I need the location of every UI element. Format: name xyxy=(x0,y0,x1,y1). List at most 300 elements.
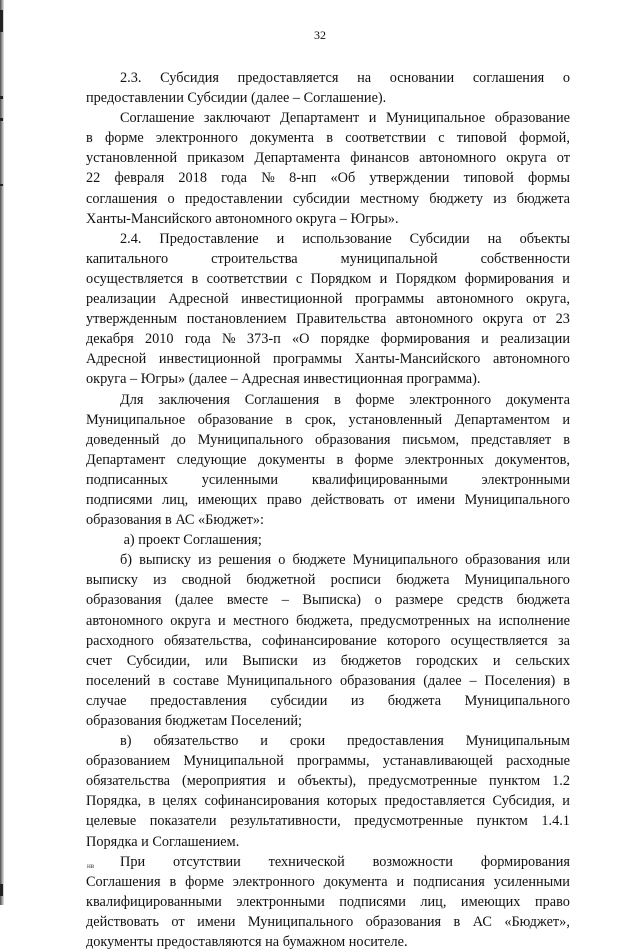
word: из xyxy=(153,572,167,589)
word: 2.3. xyxy=(120,70,142,86)
text-line-content xyxy=(120,229,570,249)
word: Муниципальной xyxy=(183,753,284,770)
word: предусмотренных xyxy=(360,612,470,629)
word: субсидии xyxy=(292,190,350,207)
word: росписи xyxy=(330,572,381,589)
word: следующие xyxy=(176,451,247,468)
word: (далее xyxy=(423,672,462,689)
word: счет xyxy=(86,652,112,669)
word: выписку xyxy=(86,572,138,589)
text-line xyxy=(86,390,570,410)
text-line xyxy=(86,771,570,791)
text-line xyxy=(86,490,570,510)
text-line-content xyxy=(120,390,570,410)
text-line xyxy=(86,570,570,590)
word: образование xyxy=(494,110,570,127)
word: лиц, xyxy=(162,491,189,508)
word: предоставления xyxy=(347,733,444,750)
word: от xyxy=(532,311,546,328)
word: квалифицированными xyxy=(86,893,222,910)
word: подписанных xyxy=(86,471,168,488)
word: с xyxy=(438,130,445,147)
word: бюджету xyxy=(429,190,484,207)
word: АС xyxy=(472,913,492,930)
word: 373-п xyxy=(246,331,281,348)
word: о xyxy=(278,552,286,569)
word: или xyxy=(205,652,228,669)
text-line-content xyxy=(120,550,570,570)
word: и xyxy=(368,110,377,127)
word: № xyxy=(261,170,275,187)
text-line xyxy=(86,671,570,691)
scan-edge xyxy=(0,0,4,905)
word: Соглашения xyxy=(244,391,320,408)
word: соответствии xyxy=(206,270,288,287)
text-line xyxy=(86,249,570,269)
word: в xyxy=(285,411,293,428)
word: осуществляется xyxy=(450,632,548,649)
word: которого xyxy=(387,632,441,649)
word: и xyxy=(379,270,388,287)
word: округа, xyxy=(525,291,570,308)
word: и xyxy=(277,773,286,790)
word: лиц, xyxy=(420,893,447,910)
word: представляет xyxy=(471,431,552,448)
word: объекты xyxy=(519,230,570,247)
text-line xyxy=(86,430,570,450)
text-line xyxy=(86,631,570,651)
word: электронного xyxy=(155,130,238,147)
word: 8-нп xyxy=(289,170,317,187)
word: до xyxy=(171,431,186,448)
word: Выписки xyxy=(242,652,298,669)
word: формы xyxy=(527,170,570,187)
word: от xyxy=(556,150,570,167)
word: автономного xyxy=(419,150,497,167)
word: имени xyxy=(416,491,456,508)
text-line-content xyxy=(120,68,570,88)
word: Муниципальное xyxy=(386,110,486,127)
word: округа xyxy=(170,612,211,629)
text-line-content: Порядка и Соглашением. xyxy=(86,833,240,850)
text-line xyxy=(86,832,570,852)
footer-mark: нв xyxy=(87,862,95,870)
word: Муниципальное xyxy=(86,411,186,428)
text-line-content: Ханты-Мансийского автономного округа – Югры». xyxy=(86,210,399,227)
paragraph-indent xyxy=(86,550,120,570)
word: форме xyxy=(185,873,224,890)
text-line xyxy=(86,791,570,811)
word: городских xyxy=(416,652,479,669)
word: имени xyxy=(197,913,236,930)
word: право xyxy=(534,893,570,910)
text-line-content: образования в АС «Бюджет»: xyxy=(86,512,265,529)
word: Департаментом xyxy=(454,411,550,428)
word: документа xyxy=(323,873,388,890)
word: или xyxy=(547,552,570,569)
word: из xyxy=(312,652,326,669)
word: размере xyxy=(395,592,444,609)
word: Муниципального xyxy=(247,913,354,930)
word: года xyxy=(184,331,211,348)
word: технической xyxy=(268,853,345,870)
word: составе xyxy=(172,672,219,689)
word: решения xyxy=(218,552,272,569)
word: в xyxy=(334,391,341,408)
word: бюджете xyxy=(292,552,346,569)
word: предоставляется xyxy=(237,70,339,86)
word: Департамента xyxy=(254,150,341,167)
word: Муниципального xyxy=(197,431,304,448)
word: бюджета xyxy=(387,692,442,709)
word: форме xyxy=(355,391,395,408)
text-line xyxy=(86,912,570,932)
word: в xyxy=(453,913,461,930)
word: о xyxy=(374,592,382,609)
word: капитального xyxy=(86,250,169,267)
word: сроки xyxy=(289,733,326,750)
text-line-content: округа – Югры» (далее – Адресная инвестиционная программа). xyxy=(86,371,481,388)
page-number: 32 xyxy=(314,28,326,42)
word: основании xyxy=(389,70,455,86)
text-line xyxy=(86,329,570,349)
text-line xyxy=(86,731,570,751)
word: местному xyxy=(360,190,420,207)
word: установленный xyxy=(348,411,443,428)
word: автономного xyxy=(492,351,570,368)
word: образования xyxy=(315,431,391,448)
word: доведенный xyxy=(86,431,160,448)
word: программы xyxy=(273,351,343,368)
word: местного xyxy=(232,612,289,629)
word: право xyxy=(266,491,302,508)
word: автономного xyxy=(436,291,514,308)
text-line xyxy=(86,349,570,369)
text-line-content xyxy=(120,731,570,751)
text-line xyxy=(86,932,570,952)
word: обязательство xyxy=(153,733,239,750)
word: письмом, xyxy=(402,431,460,448)
word: Порядком xyxy=(395,270,457,287)
word: 2.4. xyxy=(120,230,142,247)
word: образование xyxy=(197,411,273,428)
text-line xyxy=(86,148,570,168)
word: в xyxy=(158,672,166,689)
word: Соглашения xyxy=(86,873,161,890)
text-line-content xyxy=(120,852,570,872)
word: Для xyxy=(120,391,144,408)
word: реализации xyxy=(86,291,156,308)
word: целях xyxy=(162,793,198,810)
word: форме xyxy=(104,130,144,147)
word: округа xyxy=(482,311,524,328)
document-body xyxy=(86,68,570,952)
word: соответствии xyxy=(345,130,426,147)
word: документа xyxy=(505,391,570,408)
text-line xyxy=(86,872,570,892)
word: автономного xyxy=(86,612,163,629)
word: обязательства, xyxy=(164,632,252,649)
text-line xyxy=(86,128,570,148)
word: года xyxy=(221,170,248,187)
text-line xyxy=(86,590,570,610)
word: строительства xyxy=(211,250,298,267)
word: использование xyxy=(302,230,392,247)
word: за xyxy=(557,632,570,649)
text-line xyxy=(86,691,570,711)
word: Муниципального xyxy=(464,572,570,589)
text-line xyxy=(86,168,570,188)
text-line xyxy=(86,470,570,490)
word: типовой xyxy=(456,130,507,147)
word: имеющих xyxy=(460,893,521,910)
word: и xyxy=(218,612,226,629)
word: (мероприятия xyxy=(181,773,266,790)
word: образования xyxy=(340,672,416,689)
text-line xyxy=(86,751,570,771)
word: Департамент xyxy=(279,110,360,127)
word: осуществляется xyxy=(86,270,184,287)
word: действовать xyxy=(311,491,385,508)
word: электронного xyxy=(409,391,492,408)
word: бюджетов xyxy=(340,652,402,669)
word: софинансирование xyxy=(261,632,377,649)
word: из xyxy=(493,190,507,207)
word: – xyxy=(469,672,477,689)
word: бюджета xyxy=(396,572,450,589)
word: электронными xyxy=(481,471,570,488)
text-line-content: образования бюджетам Поселений; xyxy=(86,713,303,729)
word: и xyxy=(260,733,268,750)
word: поселений xyxy=(86,672,151,689)
scan-mark xyxy=(0,884,3,896)
word: расходного xyxy=(86,632,154,649)
word: предусмотренные xyxy=(368,773,478,790)
word: и xyxy=(562,411,570,428)
word: Порядка, xyxy=(86,793,142,810)
word: софинансирования xyxy=(204,793,320,810)
word: бюджета xyxy=(516,592,570,609)
word: электронного xyxy=(232,873,315,890)
word: и xyxy=(481,331,489,348)
word: электронными xyxy=(236,893,325,910)
word: на xyxy=(357,70,372,86)
word: собственности xyxy=(480,250,570,267)
word: Ханты-Мансийского xyxy=(354,351,481,368)
word: инвестиционной xyxy=(241,291,343,308)
paragraph-indent xyxy=(86,530,120,550)
word: результативности, xyxy=(230,813,341,830)
text-line xyxy=(86,369,570,389)
word: Адресной xyxy=(86,351,147,368)
word: программы xyxy=(355,291,425,308)
word: квалифицированными xyxy=(311,471,448,488)
word: вместе xyxy=(226,592,269,609)
paragraph-indent xyxy=(86,731,120,751)
word: устанавливающей xyxy=(382,753,493,770)
word: и xyxy=(562,270,570,287)
word: постановлением xyxy=(186,311,287,328)
word: 22 xyxy=(86,170,101,187)
word: электронных xyxy=(404,451,484,468)
text-line-content xyxy=(120,108,570,128)
scan-mark xyxy=(0,118,3,121)
word: из xyxy=(350,692,365,709)
word: «Об xyxy=(330,170,356,187)
word: бюджета, xyxy=(296,612,353,629)
word: «Бюджет», xyxy=(504,913,570,930)
word: Адресной xyxy=(168,291,229,308)
scan-mark xyxy=(0,184,3,186)
word: средств xyxy=(456,592,504,609)
text-line xyxy=(86,209,570,229)
word: подписями xyxy=(86,491,153,508)
word: срок, xyxy=(304,411,336,428)
word: Порядком xyxy=(310,270,372,287)
text-line xyxy=(86,450,570,470)
word: заключения xyxy=(158,391,230,408)
word: – xyxy=(281,592,289,609)
word: форме xyxy=(354,451,394,468)
word: обязательства xyxy=(86,773,171,790)
word: в xyxy=(563,672,570,689)
word: 2018 xyxy=(178,170,207,187)
word: Субсидии xyxy=(409,230,470,247)
word: действовать xyxy=(86,913,159,930)
word: объекты), xyxy=(297,773,357,790)
word: на xyxy=(487,230,502,247)
paragraph-indent xyxy=(86,390,120,410)
word: бюджета xyxy=(516,190,570,207)
word: и xyxy=(276,230,285,247)
word: и xyxy=(492,652,501,669)
word: установленной xyxy=(86,150,178,167)
word: сводной xyxy=(181,572,232,589)
word: в xyxy=(191,270,199,287)
word: отсутствии xyxy=(172,853,241,870)
word: муниципальной xyxy=(340,250,438,267)
word: утвержденным xyxy=(86,311,178,328)
text-line xyxy=(86,892,570,912)
word: Субсидия xyxy=(160,70,219,86)
word: соглашения xyxy=(86,190,158,207)
word: 2010 xyxy=(144,331,174,348)
scan-mark xyxy=(0,96,3,99)
word: Муниципального xyxy=(352,552,459,569)
word: подписями xyxy=(339,893,406,910)
text-line xyxy=(86,811,570,831)
word: Выписка) xyxy=(302,592,362,609)
word: случае xyxy=(86,692,127,709)
word: Департамент xyxy=(86,451,166,468)
word: соглашения xyxy=(472,70,545,86)
word: бюджетной xyxy=(246,572,316,589)
word: имеющих xyxy=(197,491,258,508)
word: в) xyxy=(120,733,132,750)
word: документов, xyxy=(495,451,570,468)
word: подписания xyxy=(413,873,485,890)
word: Субсидия, xyxy=(492,793,555,810)
word: Муниципальным xyxy=(465,733,570,750)
word: предоставления xyxy=(150,692,247,709)
word: в xyxy=(563,431,570,448)
word: усиленными xyxy=(493,873,570,890)
paragraph-indent xyxy=(86,229,120,249)
text-line xyxy=(86,309,570,329)
text-line-content: документы предоставляются на бумажном носителе. xyxy=(86,934,408,951)
word: предоставляется xyxy=(384,793,486,810)
text-line xyxy=(86,410,570,430)
text-line xyxy=(86,852,570,872)
word: в xyxy=(326,130,333,147)
word: Соглашение xyxy=(120,110,195,127)
text-line xyxy=(86,88,570,108)
word: расходные xyxy=(506,753,570,770)
word: (далее xyxy=(175,592,214,609)
word: которых xyxy=(326,793,378,810)
word: на xyxy=(477,612,492,629)
word: в xyxy=(169,873,177,890)
word: из xyxy=(198,552,212,569)
text-line xyxy=(86,611,570,631)
word: и xyxy=(396,873,405,890)
word: формирования xyxy=(480,853,570,870)
word: документы xyxy=(257,451,325,468)
text-line-content: а) проект Соглашения; xyxy=(123,532,262,549)
word: в xyxy=(86,130,93,147)
text-line xyxy=(86,229,570,249)
word: формой, xyxy=(519,130,570,147)
word: субсидии xyxy=(270,692,328,709)
word: пунктом xyxy=(476,813,528,830)
word: образования xyxy=(365,913,442,930)
word: усиленными xyxy=(201,471,278,488)
word: Правительства xyxy=(296,311,387,328)
word: исполнение xyxy=(498,612,570,629)
word: б) xyxy=(120,552,133,569)
word: инвестиционной xyxy=(158,351,261,368)
word: образования xyxy=(465,552,541,569)
text-line xyxy=(86,269,570,289)
word: документа xyxy=(250,130,315,147)
text-line-content: предоставлении Субсидии (далее – Соглашение). xyxy=(86,90,387,107)
word: приказом xyxy=(187,150,245,167)
word: 23 xyxy=(555,311,570,328)
word: Предоставление xyxy=(159,230,259,247)
word: сельских xyxy=(515,652,570,669)
text-line xyxy=(86,108,570,128)
word: возможности xyxy=(372,853,453,870)
word: Муниципального xyxy=(226,672,333,689)
word: образованием xyxy=(86,753,171,770)
word: выписку xyxy=(139,552,192,569)
text-line xyxy=(86,651,570,671)
word: Муниципального xyxy=(464,491,570,508)
word: о xyxy=(562,70,570,86)
word: типовой xyxy=(463,170,514,187)
text-line xyxy=(86,289,570,309)
word: округа xyxy=(506,150,547,167)
word: в xyxy=(336,451,344,468)
word: При xyxy=(120,853,146,870)
word: от xyxy=(393,491,408,508)
word: с xyxy=(295,270,303,287)
text-line xyxy=(86,68,570,88)
word: порядке xyxy=(320,331,370,348)
word: «О xyxy=(292,331,310,348)
word: Субсидии, xyxy=(126,652,191,669)
word: программы, xyxy=(296,753,370,770)
